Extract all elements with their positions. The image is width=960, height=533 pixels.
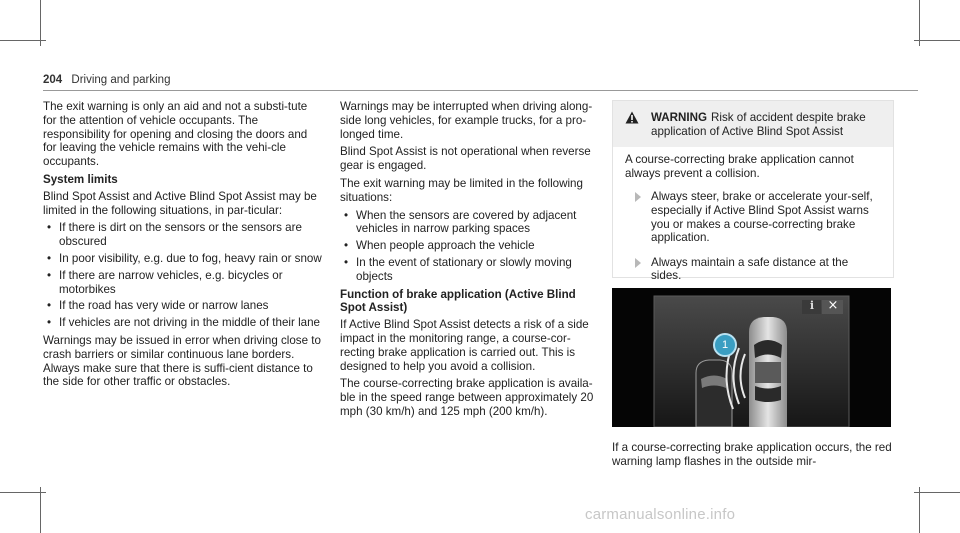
list-item: • When the sensors are covered by adjacent vehicles in narrow parking spaces <box>344 208 577 236</box>
crop-mark <box>40 487 41 533</box>
crop-mark <box>914 492 960 493</box>
list-item: • If vehicles are not driving in the middle of their lane <box>47 316 321 330</box>
info-icon: i <box>809 299 815 312</box>
warning-box <box>612 100 894 283</box>
warning-instruction: Always steer, brake or accelerate your-self, especially if Active Blind Spot Assist warns you or makes a course-correcting brake application. <box>625 190 881 244</box>
list-item: • In poor visibility, e.g. due to fog, heavy rain or snow <box>47 251 322 265</box>
list-item: • If there are narrow vehicles, e.g. bicycles or motorbikes <box>47 268 283 296</box>
warning-instruction: Always maintain a safe distance at the sides. <box>625 256 881 283</box>
list-item: • If there is dirt on the sensors or the sensors are obscured <box>47 221 302 249</box>
crop-mark <box>914 40 960 41</box>
page-number: 204 <box>43 74 63 86</box>
paragraph: The exit warning may be limited in the following situations: <box>340 176 583 204</box>
display-illustration <box>612 288 891 427</box>
header-rule <box>43 90 918 91</box>
blind-spot-display-figure <box>612 288 891 427</box>
arrow-right-icon <box>635 258 641 268</box>
limits-list <box>43 221 323 330</box>
list-item: • In the event of stationary or slowly moving objects <box>344 255 572 283</box>
watermark: carmanualsonline.info <box>585 506 736 523</box>
page-header <box>43 74 170 86</box>
system-limits-heading: System limits <box>43 172 118 186</box>
warning-title: Risk of accident despite brake application of Active Blind Spot Assist <box>651 111 866 138</box>
crop-mark <box>0 40 46 41</box>
exit-warning-list <box>340 209 602 284</box>
paragraph: Warnings may be interrupted when driving along-side long vehicles, for example trucks, for a pro-longed time. <box>340 100 593 141</box>
paragraph: If Active Blind Spot Assist detects a risk of a side impact in the monitoring range, a course-cor-recting brake application is carried out. This is designed to help you avoid a collision. <box>340 318 589 373</box>
column-left <box>43 100 323 393</box>
paragraph: The course-correcting brake application is availa-ble in the speed range between approximately 20 mph (30 km/h) and 125 mph (200 km/h). <box>340 377 594 418</box>
caption-paragraph: If a course-correcting brake application occurs, the red warning lamp flashes in the outside mir- <box>612 441 892 468</box>
crop-mark <box>0 492 46 493</box>
list-item: • When people approach the vehicle <box>344 239 535 253</box>
intro-paragraph: The exit warning is only an aid and not a substi-tute for the attention of vehicle occupants. The responsibility for opening and closing the doors and for leaving the vehicle remains with the vehi-cle occupants. <box>43 100 308 169</box>
function-heading: Function of brake application (Active Blind Spot Assist) <box>340 287 576 315</box>
warning-body <box>613 147 893 300</box>
callout-marker: 1 <box>713 333 737 357</box>
list-item: • If the road has very wide or narrow lanes <box>47 299 269 313</box>
warning-triangle-icon <box>625 111 639 124</box>
arrow-right-icon <box>635 192 641 202</box>
warning-header <box>613 101 893 147</box>
paragraph: Blind Spot Assist is not operational when reverse gear is engaged. <box>340 145 591 173</box>
column-middle <box>340 100 602 423</box>
outro-paragraph: Warnings may be issued in error when driving close to crash barriers or similar continuous lane borders. Always make sure that there is suffi-cient distance to the side for other traffic or obstacles. <box>43 333 321 389</box>
crop-mark <box>919 487 920 533</box>
warning-text: A course-correcting brake application cannot always prevent a collision. <box>625 153 854 180</box>
limits-intro: Blind Spot Assist and Active Blind Spot Assist may be limited in the following situations, in par-ticular: <box>43 189 317 217</box>
ego-car <box>749 317 787 427</box>
close-icon: × <box>827 298 839 313</box>
warning-label: WARNING <box>651 111 708 124</box>
section-title: Driving and parking <box>71 74 171 86</box>
